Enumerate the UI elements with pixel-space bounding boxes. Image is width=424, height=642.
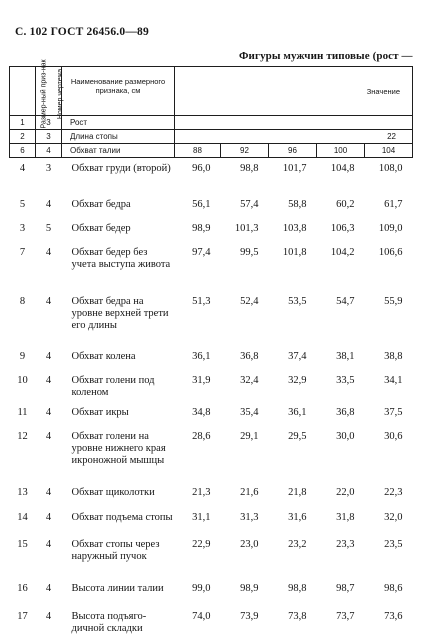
page-header-left: С. 102 ГОСТ 26456.0—89 [15, 26, 149, 38]
cell-value: 22,3 [384, 486, 403, 498]
cell-value: 109,0 [378, 222, 403, 234]
cell-name: Длина стопы [62, 130, 175, 144]
cell-value: 29,5 [288, 430, 307, 442]
cell-name: Обхват подъема стопы [71, 511, 173, 523]
cell-value: 61,7 [384, 198, 403, 210]
cell-sign-number: 13 [17, 486, 28, 498]
cell-value: 32,9 [288, 374, 307, 386]
measurements-table [9, 59, 413, 642]
cell-value: 21,8 [288, 486, 307, 498]
cell-sign-number: 9 [19, 350, 26, 362]
table-row [10, 194, 413, 218]
table-row [10, 370, 413, 402]
cell-value: 23,5 [384, 538, 403, 550]
cell-value: 21,6 [240, 486, 259, 498]
cell-drawing-number: 4 [45, 406, 52, 418]
cell-value: 23,2 [288, 538, 307, 550]
cell-value: 98,8 [288, 582, 307, 594]
cell-waist-size: 100 [317, 144, 365, 158]
cell-value: 22 [175, 130, 413, 144]
cell-value: 51,3 [192, 295, 211, 307]
cell-value: 98,8 [240, 163, 259, 174]
cell-value: 99,0 [192, 582, 211, 594]
cell-value: 103,8 [282, 222, 307, 234]
cell-name: Обхват колена [71, 350, 136, 362]
cell-value: 106,3 [330, 222, 355, 234]
cell-value: 29,1 [240, 430, 259, 442]
table-row [10, 507, 413, 534]
cell-value: 96,0 [192, 163, 211, 174]
cell-sign-number: 16 [17, 582, 28, 594]
cell-drawing-number: 4 [45, 610, 52, 622]
cell-value: 32,4 [240, 374, 259, 386]
table-header-row [10, 67, 413, 116]
cell-name: Обхват икры [71, 406, 129, 418]
cell-value: 36,8 [336, 406, 355, 418]
cell-sign-number: 4 [19, 163, 26, 174]
cell-sign-number: 15 [17, 538, 28, 550]
cell-drawing-number: 4 [45, 430, 52, 442]
cell-name: Обхват бедер без учета выступа живота [71, 246, 171, 270]
table-row [10, 402, 413, 426]
cell-value: 22,9 [192, 538, 211, 550]
cell-drawing-number: 4 [45, 295, 52, 307]
cell-value: 56,1 [192, 198, 211, 210]
table-row [10, 291, 413, 346]
cell-sign-number: 12 [17, 430, 28, 442]
cell-sign-number: 2 [10, 130, 36, 144]
cell-value: 23,0 [240, 538, 259, 550]
cell-value: 73,8 [288, 610, 307, 622]
cell-drawing-number: 3 [36, 130, 62, 144]
cell-value: 31,1 [192, 511, 211, 523]
cell-name: Высота подъяго-дичной складки [71, 610, 147, 634]
cell-value: 60,2 [336, 198, 355, 210]
cell-drawing-number: 4 [36, 144, 62, 158]
cell-drawing-number: 4 [45, 198, 52, 210]
cell-value: 53,5 [288, 295, 307, 307]
cell-value: 34,1 [384, 374, 403, 386]
header-value: Значение [175, 67, 413, 116]
cell-sign-number: 7 [19, 246, 26, 258]
table-row [10, 606, 413, 642]
cell-value: 23,3 [336, 538, 355, 550]
cell-value: 55,9 [384, 295, 403, 307]
table-row [10, 426, 413, 482]
cell-sign-number: 6 [10, 144, 36, 158]
cell-name: Высота линии талии [71, 582, 164, 594]
cell-value: 101,8 [282, 246, 307, 258]
cell-value: 73,9 [240, 610, 259, 622]
cell-value: 73,6 [384, 610, 403, 622]
cell-value: 30,6 [384, 430, 403, 442]
table-row [10, 578, 413, 606]
cell-value: 37,4 [288, 350, 307, 362]
table-row [10, 218, 413, 242]
cell-value: 101,3 [234, 222, 259, 234]
cell-value: 38,1 [336, 350, 355, 362]
cell-drawing-number: 3 [36, 116, 62, 130]
cell-value: 38,8 [384, 350, 403, 362]
cell-sign-number: 14 [17, 511, 28, 523]
cell-sign-number: 8 [19, 295, 26, 307]
cell-value: 104,8 [330, 163, 355, 174]
cell-value: 35,4 [240, 406, 259, 418]
cell-name: Рост [62, 116, 175, 130]
cell-value: 22,0 [336, 486, 355, 498]
cell-value: 101,7 [282, 163, 307, 174]
cell-value: 32,0 [384, 511, 403, 523]
cell-value [175, 116, 413, 130]
cell-drawing-number: 4 [45, 374, 52, 386]
cell-value: 34,8 [192, 406, 211, 418]
table-subheader-row [10, 116, 413, 130]
cell-value: 21,3 [192, 486, 211, 498]
cell-drawing-number: 4 [45, 582, 52, 594]
table-row [10, 482, 413, 507]
cell-name: Обхват бедра на уровне верхней трети его длины [71, 295, 169, 331]
cell-name: Обхват щиколотки [71, 486, 155, 498]
cell-waist-size: 92 [221, 144, 269, 158]
cell-drawing-number: 4 [45, 486, 52, 498]
header-drawing-number: Номер чертежа [57, 68, 65, 120]
cell-name: Обхват талии [62, 144, 175, 158]
table-row [10, 158, 413, 194]
cell-value: 33,5 [336, 374, 355, 386]
cell-name: Обхват стопы через наружный пучок [71, 538, 160, 562]
cell-value: 57,4 [240, 198, 259, 210]
cell-value: 36,8 [240, 350, 259, 362]
table-waist-row [10, 144, 413, 158]
cell-value: 58,8 [288, 198, 307, 210]
cell-value: 31,6 [288, 511, 307, 523]
cell-sign-number: 5 [19, 198, 26, 210]
cell-value: 54,7 [336, 295, 355, 307]
cell-drawing-number: 4 [45, 511, 52, 523]
cell-drawing-number: 5 [45, 222, 52, 234]
table-row [10, 534, 413, 578]
cell-value: 28,6 [192, 430, 211, 442]
page-header-right: Фигуры мужчин типовые (рост — [239, 50, 413, 62]
header-name: Наименование размерного признака, см [62, 67, 175, 116]
cell-value: 31,8 [336, 511, 355, 523]
cell-waist-size: 96 [269, 144, 317, 158]
cell-value: 98,7 [336, 582, 355, 594]
header-sign-number: Размер-ный приз-нак [40, 59, 48, 129]
cell-value: 36,1 [192, 350, 211, 362]
cell-value: 98,6 [384, 582, 403, 594]
cell-value: 30,0 [336, 430, 355, 442]
cell-name: Обхват груди (второй) [71, 163, 171, 174]
cell-drawing-number: 4 [45, 538, 52, 550]
cell-drawing-number: 4 [45, 246, 52, 258]
cell-sign-number: 17 [17, 610, 28, 622]
cell-value: 74,0 [192, 610, 211, 622]
cell-value: 31,9 [192, 374, 211, 386]
table-row [10, 242, 413, 291]
cell-drawing-number: 4 [45, 350, 52, 362]
cell-waist-size: 88 [175, 144, 221, 158]
cell-sign-number: 3 [19, 222, 26, 234]
cell-name: Обхват голени на уровне нижнего края икроножной мышцы [71, 430, 166, 466]
cell-value: 98,9 [240, 582, 259, 594]
cell-value: 104,2 [330, 246, 355, 258]
cell-name: Обхват голени под коленом [71, 374, 155, 398]
cell-value: 106,6 [378, 246, 403, 258]
cell-value: 37,5 [384, 406, 403, 418]
cell-value: 108,0 [378, 163, 403, 174]
table-row [10, 346, 413, 370]
cell-name: Обхват бедер [71, 222, 131, 234]
cell-value: 73,7 [336, 610, 355, 622]
table-subheader-row [10, 130, 413, 144]
cell-value: 97,4 [192, 246, 211, 258]
cell-name: Обхват бедра [71, 198, 131, 210]
cell-sign-number: 1 [10, 116, 36, 130]
cell-value: 31,3 [240, 511, 259, 523]
cell-sign-number: 10 [17, 374, 28, 386]
cell-value: 52,4 [240, 295, 259, 307]
cell-value: 36,1 [288, 406, 307, 418]
cell-drawing-number: 3 [45, 163, 52, 174]
cell-waist-size: 104 [365, 144, 413, 158]
cell-value: 99,5 [240, 246, 259, 258]
cell-value: 98,9 [192, 222, 211, 234]
cell-sign-number: 11 [17, 406, 28, 418]
